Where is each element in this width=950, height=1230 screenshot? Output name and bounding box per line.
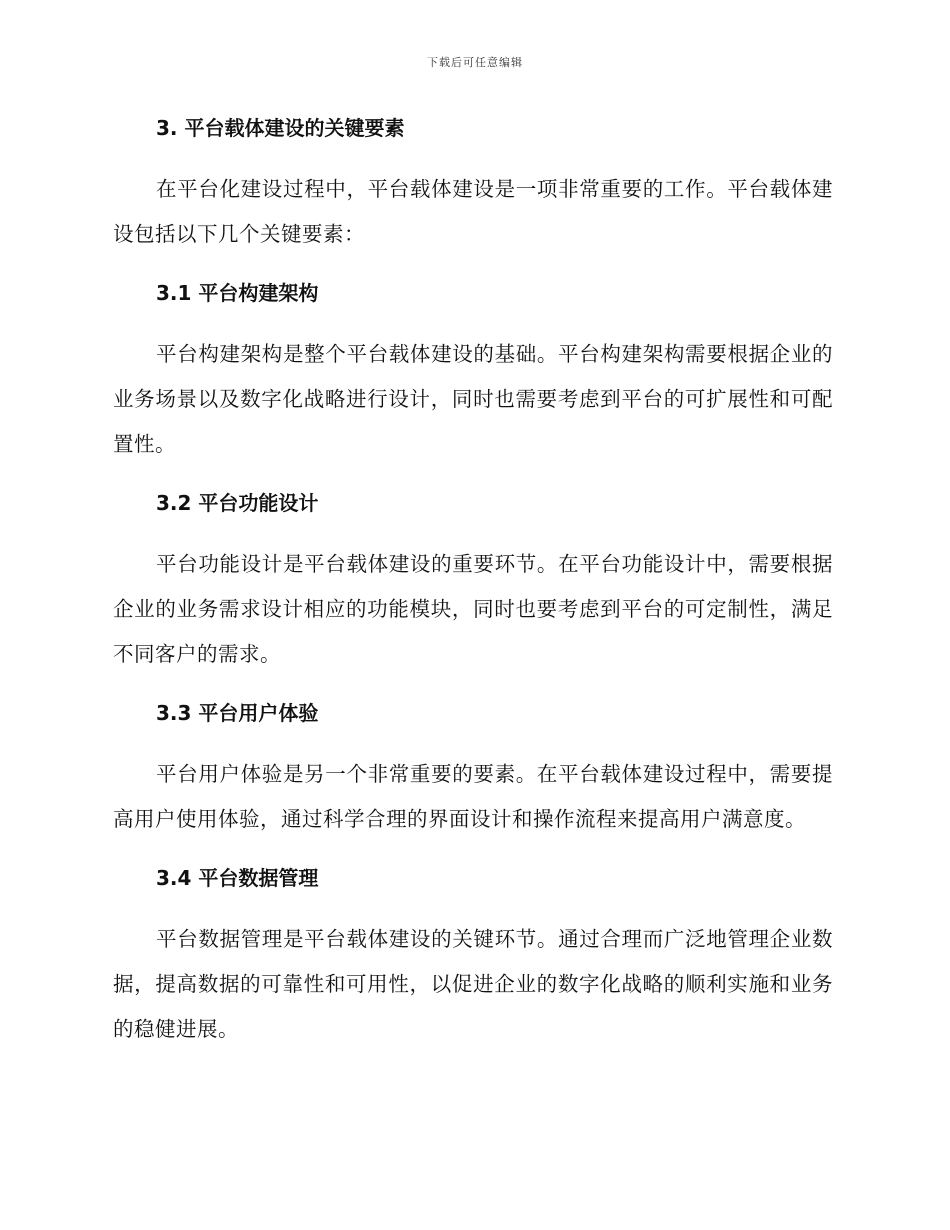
section-heading-3-4: 3.4 平台数据管理	[156, 866, 319, 890]
section-heading-main: 3. 平台载体建设的关键要素	[156, 116, 405, 140]
section-paragraph-3-2: 平台功能设计是平台载体建设的重要环节。在平台功能设计中，需要根据企业的业务需求设计相应的功能模块，同时也要考虑到平台的可定制性，满足不同客户的需求。	[113, 552, 833, 666]
section-paragraph-3-3: 平台用户体验是另一个非常重要的要素。在平台载体建设过程中，需要提高用户使用体验，通过科学合理的界面设计和操作流程来提高用户满意度。	[113, 762, 833, 831]
section-paragraph-3-4: 平台数据管理是平台载体建设的关键环节。通过合理而广泛地管理企业数据，提高数据的可靠性和可用性，以促进企业的数字化战略的顺利实施和业务的稳健进展。	[113, 927, 833, 1041]
section-heading-3-1: 3.1 平台构建架构	[156, 281, 319, 305]
section-heading-3-3: 3.3 平台用户体验	[156, 701, 319, 725]
document-body	[113, 110, 833, 1052]
section-heading-3-2: 3.2 平台功能设计	[156, 491, 319, 515]
intro-paragraph: 在平台化建设过程中，平台载体建设是一项非常重要的工作。平台载体建设包括以下几个关键要素：	[113, 177, 833, 246]
section-paragraph-3-1: 平台构建架构是整个平台载体建设的基础。平台构建架构需要根据企业的业务场景以及数字化战略进行设计，同时也需要考虑到平台的可扩展性和可配置性。	[113, 342, 833, 456]
page-header: 下载后可任意编辑	[427, 56, 523, 69]
